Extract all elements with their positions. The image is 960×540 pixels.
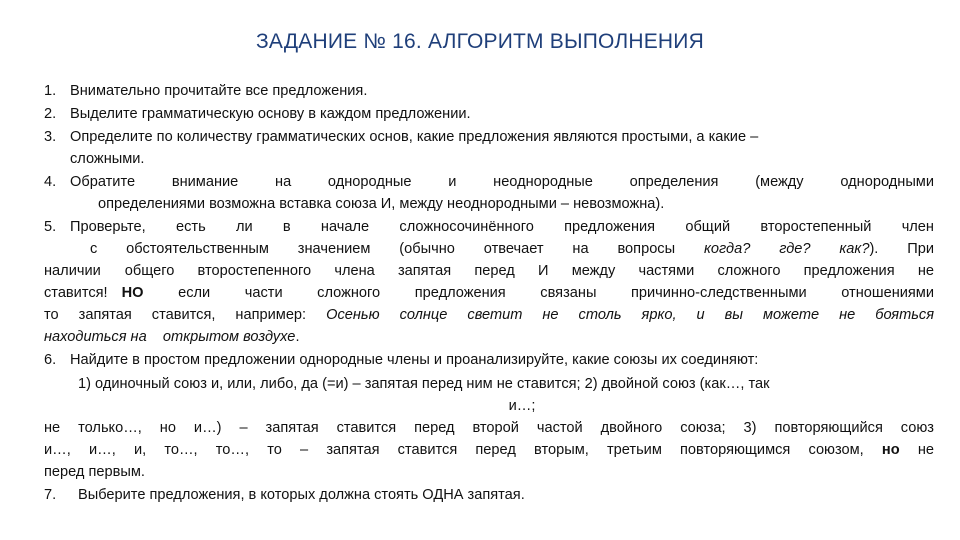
algorithm-list [44,80,934,506]
list-item [44,349,934,483]
item-text: Найдите в простом предложении однородные члены и проанализируйте, какие союзы их соединяют: [70,352,759,368]
item-text: 1) одиночный союз и, или, либо, да (=и) – запятая перед ним не ставится; 2) двойной союз (как…, так [78,376,770,392]
item-number: 1. [44,83,57,99]
slide-title: ЗАДАНИЕ № 16. АЛГОРИТМ ВЫПОЛНЕНИЯ [256,30,704,53]
item-text: Выделите грамматическую основу в каждом предложении. [70,106,471,122]
item-text: перед первым. [44,464,145,480]
item-text: Проверьте, есть ли в начале сложносочинённого предложения общий второстепенный член [70,219,934,235]
item-text: то запятая ставится, например: Осенью солнце светит не столь ярко, и вы можете не бояться [44,307,934,323]
item-text: не только…, но и…) – запятая ставится перед второй частой двойного союза; 3) повторяющийся союз [44,420,934,436]
item-text: находиться на открытом воздухе. [44,329,300,345]
list-item [44,216,934,348]
item-text: ставится! НО если части сложного предложения связаны причинно-следственными отношениями [44,285,934,301]
item-number: 2. [44,106,57,122]
item-text: Внимательно прочитайте все предложения. [70,83,368,99]
list-item [44,80,934,102]
item-number: 4. [44,174,57,190]
item-text: сложными. [70,151,145,167]
list-item [44,103,934,125]
item-text: Обратите внимание на однородные и неоднородные определения (между однородными [70,174,934,190]
item-text: и…; [508,398,536,414]
item-text: определениями возможна вставка союза И, между неоднородными – невозможна). [98,196,665,212]
item-text: и…, и…, и, то…, то…, то – запятая ставится перед вторым, третьим повторяющимся союзом, но не [44,442,935,458]
item-text: наличии общего второстепенного члена запятая перед И между частями сложного предложения не [44,263,934,279]
list-item [44,171,934,215]
list-item [44,484,934,506]
item-number: 3. [44,129,57,145]
item-text: с обстоятельственным значением (обычно отвечает на вопросы когда? где? как?). При [90,241,934,257]
item-text: Определите по количеству грамматических основ, какие предложения являются простыми, а какие – [70,129,759,145]
item-number: 5. [44,219,57,235]
item-number: 7. [44,487,57,503]
list-item [44,126,934,170]
item-text: Выберите предложения, в которых должна стоять ОДНА запятая. [78,487,525,503]
item-number: 6. [44,352,57,368]
